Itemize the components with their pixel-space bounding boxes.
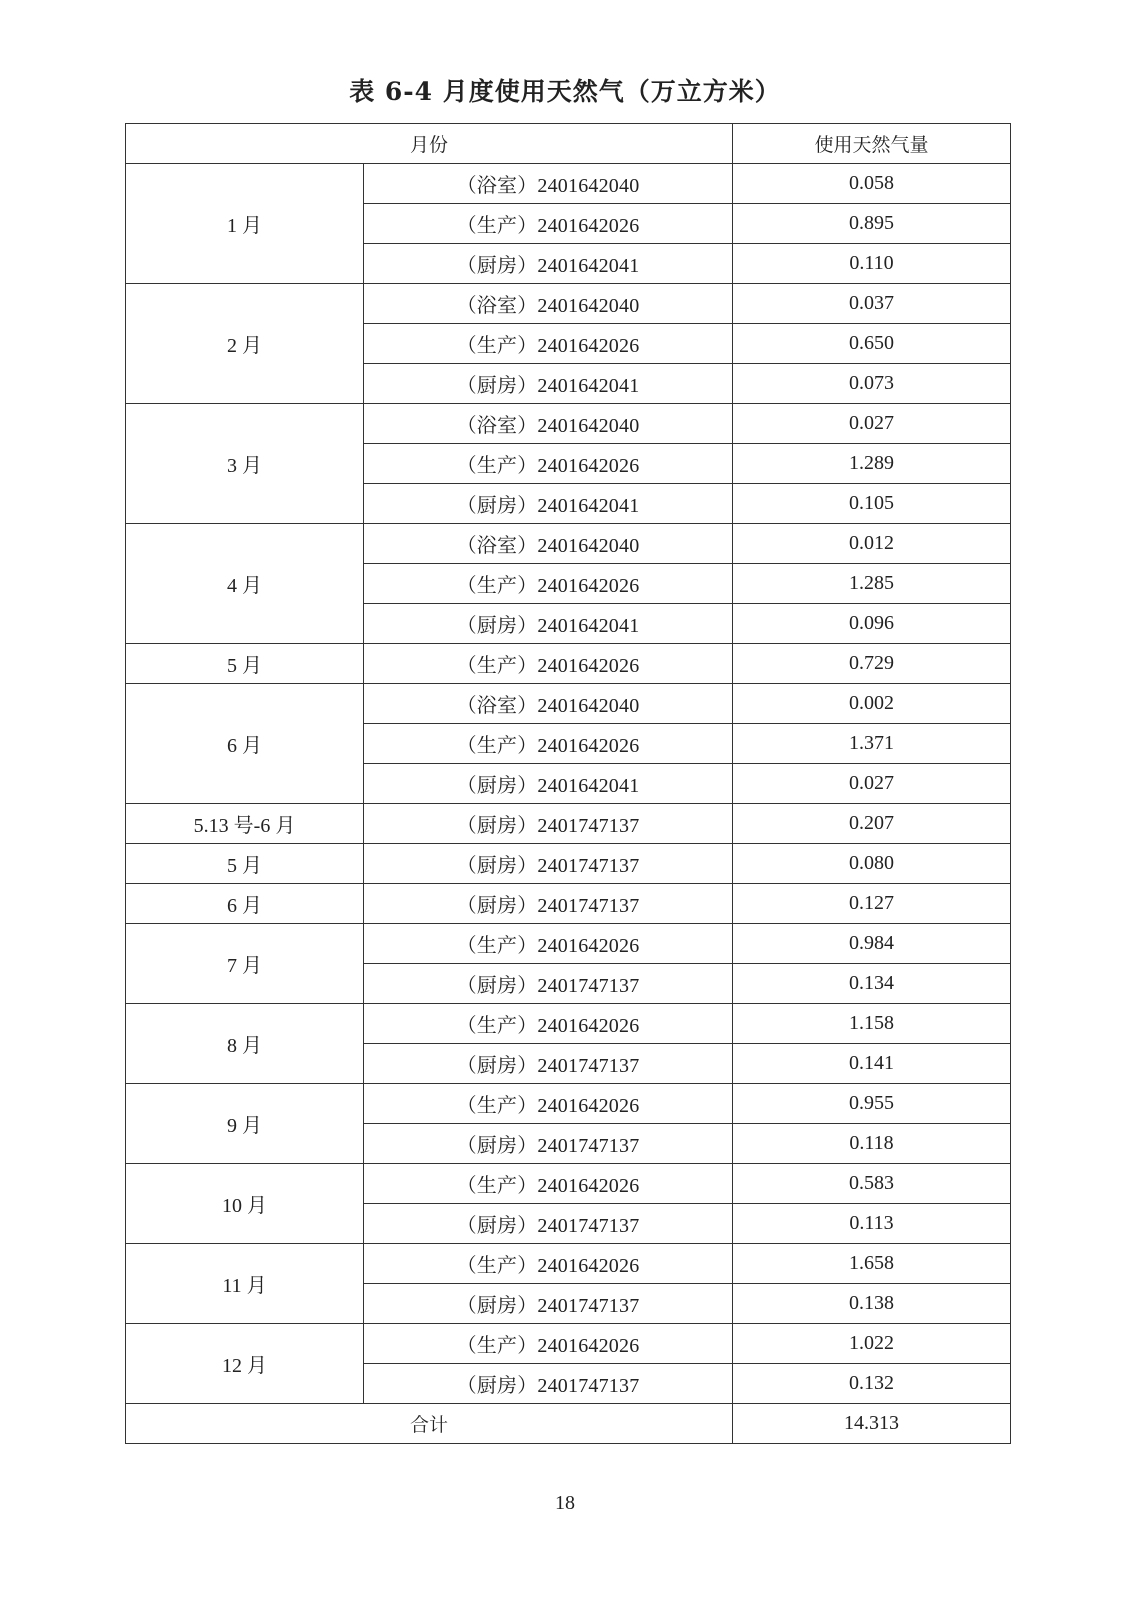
usage-value-cell: 0.895 [733, 204, 1011, 244]
usage-value-cell: 1.658 [733, 1244, 1011, 1284]
usage-value-cell: 0.650 [733, 324, 1011, 364]
meter-cell: （浴室）2401642040 [364, 684, 733, 724]
usage-value-cell: 0.027 [733, 764, 1011, 804]
month-cell: 11 月 [126, 1244, 364, 1324]
month-cell: 6 月 [126, 684, 364, 804]
usage-value-cell: 1.158 [733, 1004, 1011, 1044]
usage-value-cell: 0.096 [733, 604, 1011, 644]
meter-cell: （生产）2401642026 [364, 444, 733, 484]
meter-cell: （生产）2401642026 [364, 204, 733, 244]
meter-cell: （生产）2401642026 [364, 324, 733, 364]
meter-cell: （厨房）2401642041 [364, 364, 733, 404]
usage-value-cell: 0.058 [733, 164, 1011, 204]
table-row [126, 644, 1011, 684]
table-header-row [126, 124, 1011, 164]
meter-cell: （生产）2401642026 [364, 644, 733, 684]
month-cell: 9 月 [126, 1084, 364, 1164]
usage-value-cell: 0.134 [733, 964, 1011, 1004]
table-row [126, 924, 1011, 964]
meter-cell: （浴室）2401642040 [364, 284, 733, 324]
usage-value-cell: 0.141 [733, 1044, 1011, 1084]
usage-value-cell: 0.207 [733, 804, 1011, 844]
table-row [126, 1244, 1011, 1284]
usage-value-cell: 0.002 [733, 684, 1011, 724]
table-row [126, 884, 1011, 924]
usage-value-cell: 0.984 [733, 924, 1011, 964]
usage-value-cell: 0.073 [733, 364, 1011, 404]
month-cell: 3 月 [126, 404, 364, 524]
meter-cell: （厨房）2401642041 [364, 484, 733, 524]
meter-cell: （生产）2401642026 [364, 724, 733, 764]
meter-cell: （生产）2401642026 [364, 1164, 733, 1204]
meter-cell: （生产）2401642026 [364, 924, 733, 964]
meter-cell: （生产）2401642026 [364, 1244, 733, 1284]
meter-cell: （生产）2401642026 [364, 1004, 733, 1044]
usage-value-cell: 0.110 [733, 244, 1011, 284]
month-cell: 7 月 [126, 924, 364, 1004]
table-row [126, 1164, 1011, 1204]
month-cell: 6 月 [126, 884, 364, 924]
meter-cell: （厨房）2401747137 [364, 1124, 733, 1164]
header-month: 月份 [126, 124, 733, 164]
page-title: 表 6-4 月度使用天然气（万立方米） [349, 77, 781, 106]
month-cell: 5 月 [126, 844, 364, 884]
meter-cell: （厨房）2401747137 [364, 1044, 733, 1084]
meter-cell: （厨房）2401747137 [364, 964, 733, 1004]
meter-cell: （浴室）2401642040 [364, 524, 733, 564]
table-row [126, 684, 1011, 724]
gas-usage-table [125, 123, 1011, 1444]
meter-cell: （厨房）2401642041 [364, 244, 733, 284]
meter-cell: （厨房）2401747137 [364, 1204, 733, 1244]
month-cell: 2 月 [126, 284, 364, 404]
usage-value-cell: 1.285 [733, 564, 1011, 604]
meter-cell: （浴室）2401642040 [364, 164, 733, 204]
usage-value-cell: 0.027 [733, 404, 1011, 444]
usage-value-cell: 0.138 [733, 1284, 1011, 1324]
usage-value-cell: 0.012 [733, 524, 1011, 564]
month-cell: 12 月 [126, 1324, 364, 1404]
total-value: 14.313 [733, 1404, 1011, 1444]
month-cell: 10 月 [126, 1164, 364, 1244]
meter-cell: （厨房）2401747137 [364, 884, 733, 924]
month-cell: 8 月 [126, 1004, 364, 1084]
usage-value-cell: 0.118 [733, 1124, 1011, 1164]
table-row [126, 804, 1011, 844]
table-row [126, 284, 1011, 324]
meter-cell: （生产）2401642026 [364, 564, 733, 604]
month-cell: 4 月 [126, 524, 364, 644]
table-row [126, 844, 1011, 884]
month-cell: 1 月 [126, 164, 364, 284]
table-row [126, 1004, 1011, 1044]
usage-value-cell: 0.037 [733, 284, 1011, 324]
meter-cell: （厨房）2401642041 [364, 604, 733, 644]
meter-cell: （厨房）2401747137 [364, 804, 733, 844]
usage-value-cell: 1.371 [733, 724, 1011, 764]
meter-cell: （浴室）2401642040 [364, 404, 733, 444]
table-row [126, 404, 1011, 444]
table-row [126, 524, 1011, 564]
meter-cell: （生产）2401642026 [364, 1324, 733, 1364]
table-row [126, 1324, 1011, 1364]
usage-value-cell: 1.022 [733, 1324, 1011, 1364]
meter-cell: （厨房）2401747137 [364, 844, 733, 884]
usage-value-cell: 0.113 [733, 1204, 1011, 1244]
total-label: 合计 [126, 1404, 733, 1444]
usage-value-cell: 0.105 [733, 484, 1011, 524]
table-row [126, 164, 1011, 204]
meter-cell: （生产）2401642026 [364, 1084, 733, 1124]
month-cell: 5 月 [126, 644, 364, 684]
table-row [126, 1084, 1011, 1124]
usage-value-cell: 0.132 [733, 1364, 1011, 1404]
meter-cell: （厨房）2401747137 [364, 1364, 733, 1404]
total-row [126, 1404, 1011, 1444]
usage-value-cell: 0.729 [733, 644, 1011, 684]
month-cell: 5.13 号-6 月 [126, 804, 364, 844]
meter-cell: （厨房）2401642041 [364, 764, 733, 804]
page-number: 18 [555, 1492, 575, 1514]
usage-value-cell: 0.127 [733, 884, 1011, 924]
header-usage: 使用天然气量 [733, 124, 1011, 164]
usage-value-cell: 0.080 [733, 844, 1011, 884]
gas-usage-table-container [125, 123, 1010, 1444]
table-body [126, 164, 1011, 1404]
usage-value-cell: 0.955 [733, 1084, 1011, 1124]
usage-value-cell: 1.289 [733, 444, 1011, 484]
usage-value-cell: 0.583 [733, 1164, 1011, 1204]
meter-cell: （厨房）2401747137 [364, 1284, 733, 1324]
